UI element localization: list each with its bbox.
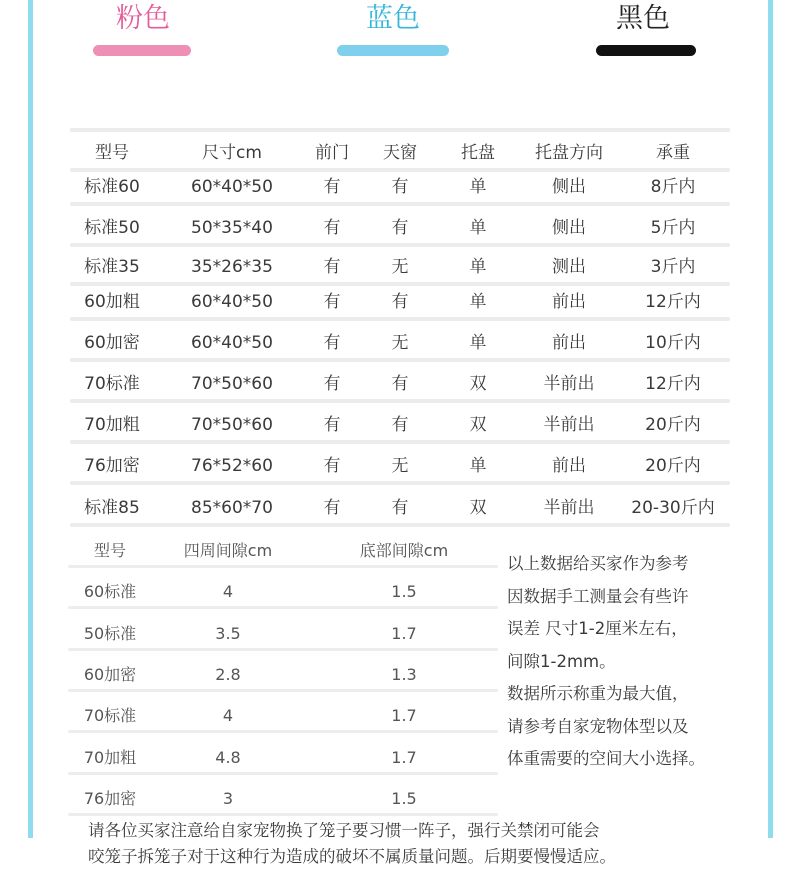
gap-cell: 3.5	[215, 623, 241, 643]
spec-cell: 5斤内	[650, 218, 696, 238]
gap-cell: 2.8	[215, 664, 241, 684]
spec-header-cell: 托盘方向	[535, 143, 603, 163]
spec-cell: 有	[391, 292, 409, 312]
spec-table-row	[70, 369, 730, 403]
gap-header-cell: 底部间隙cm	[359, 541, 449, 560]
gap-table-header	[68, 538, 498, 580]
spec-cell: 有	[391, 177, 409, 197]
gap-cell: 4	[222, 706, 234, 726]
spec-cell: 50*35*40	[191, 218, 273, 238]
footer-note	[88, 818, 768, 870]
spec-cell: 双	[469, 415, 487, 435]
row-divider	[68, 565, 498, 568]
spec-cell: 标准60	[84, 177, 140, 197]
spec-cell: 单	[469, 456, 487, 476]
spec-table-row	[70, 493, 730, 527]
row-divider	[70, 282, 730, 286]
spec-header-cell: 天窗	[383, 143, 417, 163]
row-divider	[68, 648, 498, 651]
footer-line: 咬笼子拆笼子对于这种行为造成的破坏不属质量问题。后期要慢慢适应。	[88, 847, 616, 866]
spec-table-row	[70, 252, 730, 286]
spec-cell: 12斤内	[645, 292, 701, 312]
spec-cell: 有	[323, 177, 341, 197]
gap-cell: 76加密	[83, 788, 137, 808]
left-frame-border	[28, 0, 33, 838]
row-divider	[68, 813, 498, 816]
spec-cell: 有	[323, 456, 341, 476]
spec-cell: 侧出	[552, 218, 586, 238]
gap-cell: 50标准	[83, 623, 137, 643]
spec-cell: 70加粗	[84, 415, 140, 435]
spec-cell: 60*40*50	[191, 333, 273, 353]
spec-table-row	[70, 287, 730, 321]
spec-cell: 无	[391, 456, 409, 476]
spec-table-row	[70, 328, 730, 362]
spec-cell: 70*50*60	[191, 415, 273, 435]
gap-cell: 1.3	[391, 664, 417, 684]
spec-cell: 60*40*50	[191, 292, 273, 312]
gap-table-row	[68, 703, 498, 745]
row-divider	[68, 730, 498, 733]
spec-cell: 12斤内	[645, 374, 701, 394]
spec-cell: 有	[323, 257, 341, 277]
row-divider	[70, 399, 730, 403]
spec-cell: 有	[391, 374, 409, 394]
gap-table-row	[68, 621, 498, 663]
spec-cell: 76*52*60	[191, 456, 273, 476]
spec-table-row	[70, 213, 730, 247]
spec-cell: 60*40*50	[191, 177, 273, 197]
spec-cell: 有	[391, 415, 409, 435]
row-divider	[70, 440, 730, 444]
note-line: 数据所示称重为最大值，	[507, 684, 689, 703]
spec-cell: 有	[323, 218, 341, 238]
spec-table-header	[70, 138, 730, 172]
spec-cell: 半前出	[543, 415, 595, 435]
gap-header-cell: 四周间隙cm	[183, 541, 273, 560]
spec-cell: 半前出	[543, 374, 595, 394]
gap-cell: 1.5	[391, 788, 417, 808]
gap-cell: 70标准	[83, 706, 137, 726]
spec-cell: 70*50*60	[191, 374, 273, 394]
spec-header-cell: 尺寸cm	[202, 143, 262, 163]
gap-cell: 1.7	[391, 623, 417, 643]
color-swatch-pink	[93, 45, 191, 56]
spec-cell: 单	[469, 177, 487, 197]
spec-cell: 20斤内	[645, 415, 701, 435]
spec-cell: 3斤内	[650, 257, 696, 277]
spec-cell: 76加密	[84, 456, 140, 476]
row-divider	[70, 358, 730, 362]
row-divider	[70, 481, 730, 485]
spec-cell: 双	[469, 374, 487, 394]
note-line: 体重需要的空间大小选择。	[507, 749, 705, 768]
spec-cell: 单	[469, 292, 487, 312]
color-label-blue: 蓝色	[366, 3, 420, 34]
spec-cell: 单	[469, 333, 487, 353]
spec-header-cell: 前门	[315, 143, 349, 163]
right-frame-border	[768, 0, 773, 838]
gap-cell: 4	[222, 582, 234, 602]
row-divider	[70, 243, 730, 247]
spec-cell: 标准85	[84, 498, 140, 518]
gap-cell: 1.7	[391, 747, 417, 767]
spec-cell: 测出	[552, 257, 586, 277]
spec-cell: 单	[469, 218, 487, 238]
spec-cell: 有	[323, 333, 341, 353]
row-divider	[68, 689, 498, 692]
row-divider	[68, 606, 498, 609]
spec-cell: 前出	[552, 456, 586, 476]
row-divider	[68, 772, 498, 775]
spec-cell: 20斤内	[645, 456, 701, 476]
spec-cell: 有	[323, 374, 341, 394]
gap-cell: 1.5	[391, 582, 417, 602]
spec-cell: 70标准	[84, 374, 140, 394]
gap-cell: 1.7	[391, 706, 417, 726]
gap-table-row	[68, 579, 498, 621]
note-line: 间隙1-2mm。	[507, 651, 616, 671]
spec-cell: 有	[391, 218, 409, 238]
color-label-black: 黑色	[616, 3, 670, 34]
notes-block	[507, 548, 767, 776]
spec-cell: 8斤内	[650, 177, 696, 197]
color-swatch-black	[596, 45, 696, 56]
spec-cell: 有	[391, 498, 409, 518]
spec-cell: 10斤内	[645, 333, 701, 353]
row-divider	[70, 523, 730, 527]
spec-cell: 侧出	[552, 177, 586, 197]
note-line: 误差 尺寸1-2厘米左右，	[507, 619, 688, 638]
spec-header-cell: 托盘	[461, 143, 495, 163]
spec-table-top-line	[70, 128, 730, 132]
spec-cell: 双	[469, 498, 487, 518]
spec-cell: 无	[391, 257, 409, 277]
spec-header-cell: 型号	[95, 143, 129, 163]
gap-cell: 60标准	[83, 582, 137, 602]
spec-cell: 标准35	[84, 257, 140, 277]
row-divider	[70, 317, 730, 321]
note-line: 以上数据给买家作为参考	[507, 554, 689, 573]
spec-header-cell: 承重	[656, 143, 690, 163]
spec-cell: 60加粗	[84, 292, 140, 312]
note-line: 因数据手工测量会有些许	[507, 586, 689, 606]
spec-cell: 20-30斤内	[631, 498, 715, 518]
spec-cell: 35*26*35	[191, 257, 273, 277]
spec-cell: 85*60*70	[191, 498, 273, 518]
spec-cell: 单	[469, 257, 487, 277]
gap-cell: 3	[222, 788, 234, 808]
gap-table-row	[68, 662, 498, 704]
spec-cell: 60加密	[84, 333, 140, 353]
footer-line: 请各位买家注意给自家宠物换了笼子要习惯一阵子，强行关禁闭可能会	[88, 821, 600, 840]
spec-cell: 有	[323, 498, 341, 518]
gap-cell: 4.8	[215, 747, 241, 767]
row-divider	[70, 202, 730, 206]
gap-cell: 70加粗	[83, 747, 137, 767]
spec-cell: 无	[391, 333, 409, 353]
gap-table-row	[68, 745, 498, 787]
spec-cell: 有	[323, 415, 341, 435]
spec-cell: 前出	[552, 333, 586, 353]
color-label-pink: 粉色	[116, 3, 170, 34]
spec-cell: 半前出	[543, 498, 595, 518]
gap-header-cell: 型号	[93, 541, 126, 560]
spec-cell: 有	[323, 292, 341, 312]
spec-cell: 标准50	[84, 218, 140, 238]
gap-cell: 60加密	[83, 664, 137, 684]
spec-table-row	[70, 172, 730, 206]
spec-table-row	[70, 410, 730, 444]
color-swatch-blue	[337, 45, 449, 56]
note-line: 请参考自家宠物体型以及	[507, 716, 689, 736]
spec-table-row	[70, 451, 730, 485]
spec-cell: 前出	[552, 292, 586, 312]
